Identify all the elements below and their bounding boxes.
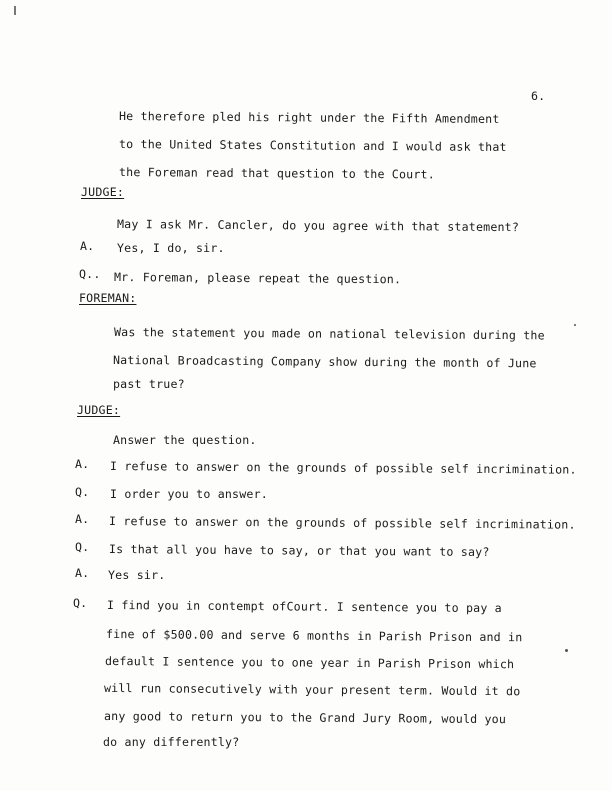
- question-label: Q.: [73, 596, 88, 610]
- question-text: I order you to answer.: [110, 487, 268, 501]
- answer-label: A.: [80, 239, 95, 253]
- margin-mark: [14, 6, 16, 15]
- transcript-line: do any differently?: [103, 735, 240, 749]
- answer-label: A.: [75, 512, 90, 526]
- transcript-line: the Foreman read that question to the Court.: [118, 165, 435, 182]
- page-number: 6.: [531, 89, 546, 103]
- question-text: Is that all you have to say, or that you want to say?: [108, 542, 490, 559]
- transcript-line: default I sentence you to one year in Parish Prison which: [104, 654, 515, 672]
- speck-mark: [574, 324, 576, 326]
- answer-label: A.: [75, 566, 90, 580]
- transcript-line: will run consecutively with your present term. Would it do: [103, 681, 521, 699]
- transcript-line: National Broadcasting Company show during the month of June: [112, 353, 537, 371]
- transcript-line: May I ask Mr. Cancler, do you agree with that statement?: [116, 217, 520, 235]
- transcript-line: Was the statement you made on national television during the: [113, 325, 545, 343]
- answer-text: Yes sir.: [108, 568, 166, 582]
- answer-text: I refuse to answer on the grounds of possible self incrimination.: [109, 459, 577, 477]
- speaker-label-judge: JUDGE:: [81, 185, 125, 199]
- speaker-label-foreman: FOREMAN:: [79, 291, 137, 305]
- answer-text: Yes, I do, sir.: [117, 241, 225, 255]
- question-text: Mr. Foreman, please repeat the question.: [113, 270, 402, 287]
- transcript-line: to the United States Constitution and I would ask that: [118, 137, 507, 155]
- answer-text: I refuse to answer on the grounds of possible self incrimination.: [108, 514, 576, 532]
- question-text: I find you in contempt ofCourt. I sentence you to pay a: [106, 598, 502, 616]
- speaker-label-judge: JUDGE:: [77, 403, 121, 417]
- transcript-line: past true?: [113, 377, 185, 391]
- transcript-line: any good to return you to the Grand Jury Room, would you: [103, 709, 507, 727]
- transcript-line: He therefore pled his right under the Fifth Amendment: [118, 109, 500, 126]
- transcript-line: fine of $500.00 and serve 6 months in Parish Prison and in: [105, 627, 523, 645]
- question-label: Q.: [75, 485, 90, 499]
- transcript-line: Answer the question.: [113, 433, 257, 447]
- question-label: Q.: [75, 540, 90, 554]
- speck-mark: [565, 649, 568, 652]
- question-label: Q..: [79, 267, 101, 281]
- answer-label: A.: [75, 457, 90, 471]
